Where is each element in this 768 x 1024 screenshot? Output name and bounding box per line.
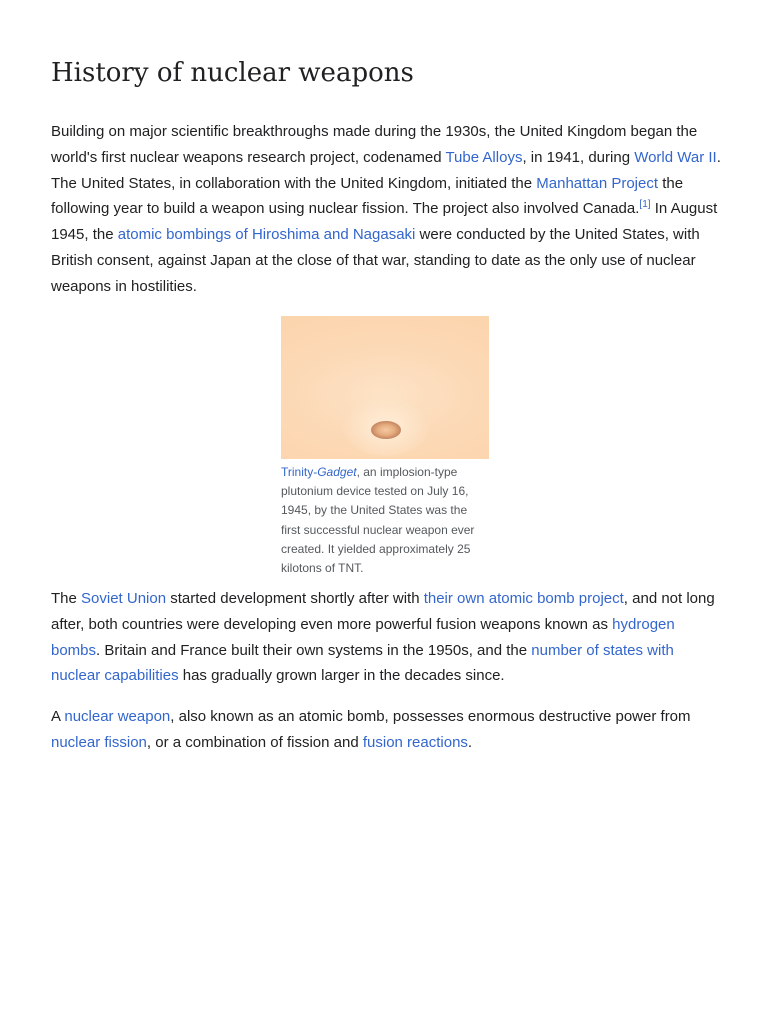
text: started development shortly after with (166, 590, 424, 607)
text: . (467, 733, 473, 751)
caption-text: , an implosion-type plutonium device tested on July 16, 1945, by the United States was the first successful nuclear weapon ever created. It yielded approximately 25 kilotons of TNT. (281, 465, 475, 576)
text: , or a combination of fission and (146, 733, 363, 751)
figure-caption (281, 463, 486, 578)
link-tube-alloys[interactable]: Tube Alloys (445, 148, 523, 166)
link-nuclear-states[interactable]: number of states with nuclear capabilities (51, 641, 674, 685)
figure-trinity (281, 316, 489, 578)
text: , also known as an atomic bomb, possesses enormous destructive power from (170, 708, 691, 725)
link-world-war-ii[interactable]: World War II (634, 148, 717, 166)
text: the following year to build a weapon using nuclear fission. The project also involved Canada. (51, 174, 684, 218)
link-nuclear-fission[interactable]: nuclear fission (51, 733, 147, 751)
text: . The United States, in collaboration with the United Kingdom, initiated the (51, 148, 721, 192)
link-manhattan-project[interactable]: Manhattan Project (536, 174, 659, 192)
text: , in 1941, during (522, 148, 635, 166)
text: The (51, 590, 82, 607)
link-hydrogen-bombs[interactable]: hydrogen bombs (51, 615, 675, 659)
text: In August 1945, the (51, 200, 718, 244)
link-nuclear-weapon[interactable]: nuclear weapon (64, 708, 171, 725)
text: , and not long after, both countries were developing even more powerful fusion weapons known as (51, 590, 715, 633)
text: were conducted by the United States, with British consent, against Japan at the close of that war, standing to date as the only use of nuclear weapons in hostilities. (51, 226, 700, 295)
trinity-explosion-image[interactable] (281, 316, 489, 459)
section-heading: History of nuclear weapons (51, 58, 414, 88)
text: Building on major scientific breakthroughs made during the 1930s, the United Kingdom began the world's first nuclear weapons research project, codenamed (51, 123, 698, 166)
paragraph-definition (51, 704, 723, 756)
text: A (51, 708, 65, 725)
link-soviet-union[interactable]: Soviet Union (81, 590, 167, 607)
fireball-shape (371, 421, 401, 439)
reference-link-1[interactable]: [1] (639, 199, 651, 211)
text: . Britain and France built their own systems in the 1950s, and the (96, 641, 532, 659)
text: has gradually grown larger in the decades since. (178, 667, 505, 685)
paragraph-intro (51, 119, 723, 300)
link-gadget[interactable]: Gadget (317, 465, 357, 479)
link-atomic-bombings[interactable]: atomic bombings of Hiroshima and Nagasaki (117, 226, 416, 244)
paragraph-soviet (51, 586, 723, 689)
link-soviet-atomic-project[interactable]: their own atomic bomb project (423, 590, 624, 607)
link-trinity[interactable]: Trinity- (281, 465, 318, 479)
link-fusion-reactions[interactable]: fusion reactions (362, 733, 468, 751)
